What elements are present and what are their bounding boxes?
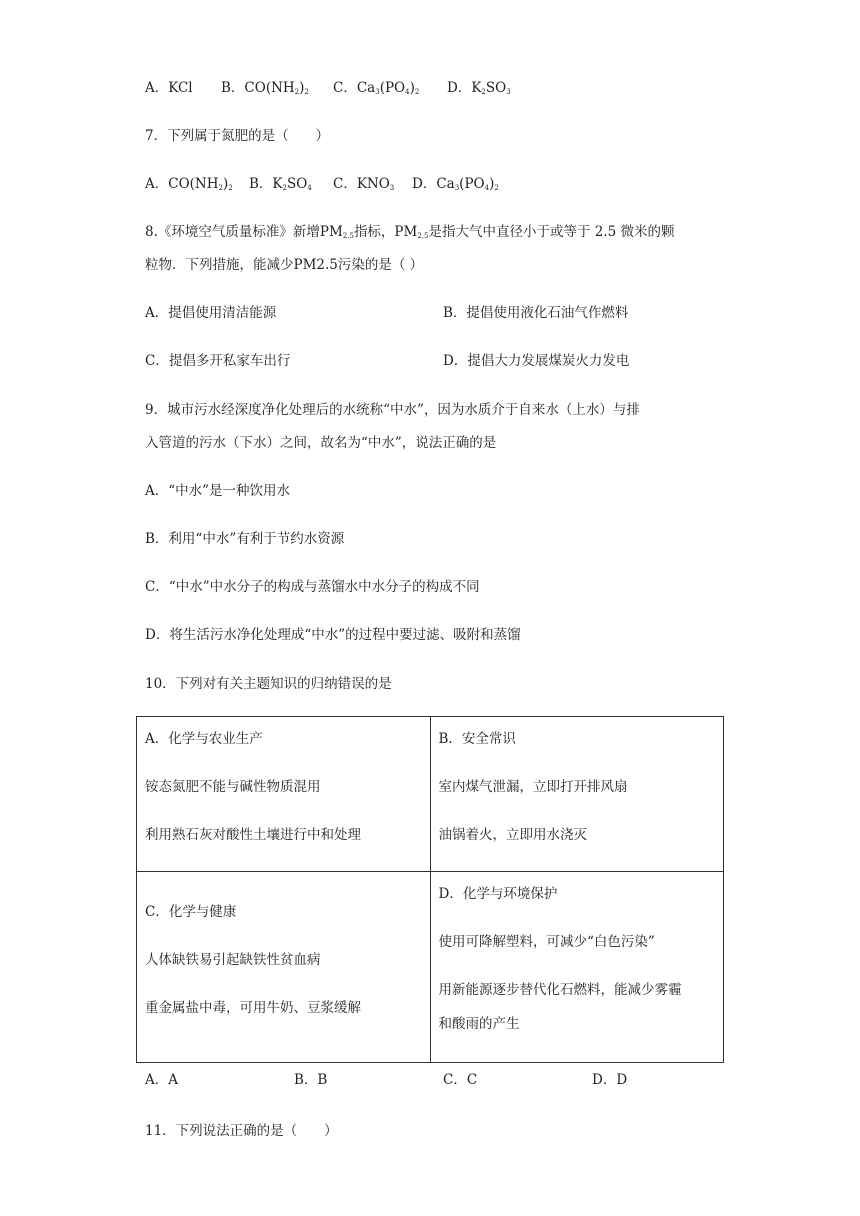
q6-option-a: A．KCl	[145, 80, 193, 96]
q11-stem: 11．下列说法正确的是（ ）	[145, 1123, 338, 1139]
q10-option-b: B．B	[294, 1072, 328, 1088]
q10-topic-table	[136, 716, 724, 1063]
table-cell-c	[137, 872, 431, 1063]
q9-option-c: C．“中水”中水分子的构成与蒸馏水中水分子的构成不同	[145, 579, 480, 595]
cell-b-title: B．安全常识	[438, 731, 516, 747]
q8-option-a: A．提倡使用清洁能源	[145, 305, 277, 321]
cell-c-title: C．化学与健康	[145, 904, 237, 920]
q10-stem: 10．下列对有关主题知识的归纳错误的是	[145, 676, 392, 692]
q9-stem-line1: 9．城市污水经深度净化处理后的水统称“中水”，因为水质介于自来水（上水）与排	[145, 402, 640, 418]
q7-option-a: A．$CO(NH_2)_2$	[145, 176, 233, 192]
q8-option-d: D．提倡大力发展煤炭火力发电	[443, 353, 630, 369]
q10-option-c: C．C	[443, 1072, 478, 1088]
q8-option-b: B．提倡使用液化石油气作燃料	[443, 305, 629, 321]
cell-c-line2: 重金属盐中毒，可用牛奶、豆浆缓解	[145, 1000, 361, 1016]
q6-option-d: D．$K_2SO_3$	[447, 80, 511, 96]
q7-stem: 7．下列属于氮肥的是（ ）	[145, 128, 330, 144]
q9-option-b: B．利用“中水”有利于节约水资源	[145, 531, 345, 547]
q8-stem-line2: 粒物．下列措施，能减少PM2.5污染的是（ ）	[145, 257, 424, 273]
q7-option-c: C．$KNO_3$	[333, 176, 395, 192]
q10-option-d: D．D	[592, 1072, 628, 1088]
q6-option-b: B．$CO(NH_2)_2$	[221, 80, 309, 96]
cell-a-title: A．化学与农业生产	[145, 731, 263, 747]
q8-stem-line1: 8.《环境空气质量标准》新增$PM_{2.5}$指标，$PM_{2.5}$是指大气中直径小于或等于 2.5 微米的颗	[145, 224, 675, 240]
cell-b-line1: 室内煤气泄漏，立即打开排风扇	[438, 779, 628, 795]
q9-stem-line2: 入管道的污水（下水）之间，故名为“中水”，说法正确的是	[145, 435, 497, 451]
q8-option-c: C．提倡多开私家车出行	[145, 353, 291, 369]
q9-option-a: A．“中水”是一种饮用水	[145, 483, 291, 499]
table-cell-d	[430, 872, 724, 1063]
q10-option-a: A．A	[145, 1072, 178, 1088]
cell-a-line1: 铵态氮肥不能与碱性物质混用	[145, 779, 321, 795]
cell-d-line1: 使用可降解塑料，可减少“白色污染”	[438, 934, 655, 950]
q6-option-c: C．$Ca_3(PO_4)_2$	[333, 80, 420, 96]
table-cell-b	[430, 717, 724, 872]
q7-option-b: B．$K_2SO_4$	[249, 176, 312, 192]
cell-a-line2: 利用熟石灰对酸性土壤进行中和处理	[145, 827, 361, 843]
q7-option-d: D．$Ca_3(PO_4)_2$	[412, 176, 499, 192]
cell-c-line1: 人体缺铁易引起缺铁性贫血病	[145, 952, 321, 968]
table-cell-a	[137, 717, 431, 872]
cell-d-line3: 和酸雨的产生	[438, 1016, 520, 1032]
q9-option-d: D．将生活污水净化处理成“中水”的过程中要过滤、吸附和蒸馏	[145, 627, 521, 643]
cell-b-line2: 油锅着火，立即用水浇灭	[438, 827, 587, 843]
cell-d-title: D．化学与环境保护	[438, 886, 558, 902]
cell-d-line2: 用新能源逐步替代化石燃料，能减少雾霾	[438, 982, 682, 998]
